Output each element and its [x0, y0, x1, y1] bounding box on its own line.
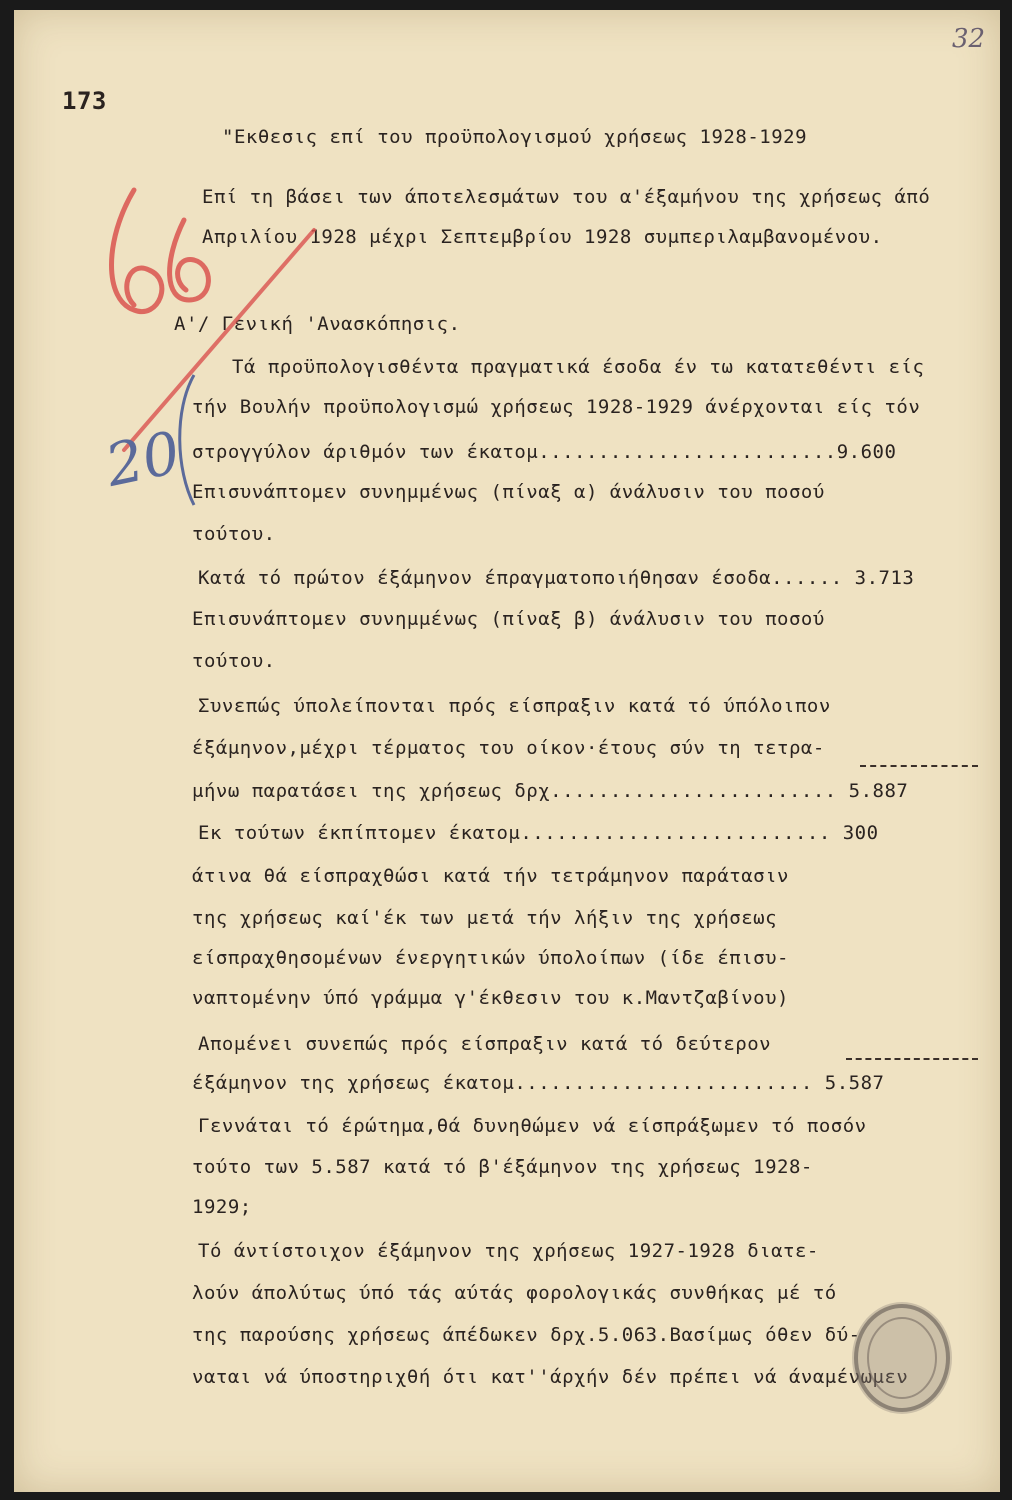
sum-rule-2 — [846, 1058, 978, 1060]
archive-stamp — [852, 1302, 952, 1414]
body-line-20: τούτο των 5.587 κατά τό β'έξάμηνον της χρήσεως 1928- — [192, 1156, 813, 1178]
document-title: "Εκθεσις επί του προϋπολογισμού χρήσεως 1928-1929 — [222, 126, 808, 148]
body-line-22: Τό άντίστοιχον έξάμηνον της χρήσεως 1927-1928 διατε- — [198, 1240, 819, 1262]
body-line-12: Εκ τούτων έκπίπτομεν έκατομ.......................... 300 — [198, 822, 879, 844]
body-line-8: τούτου. — [192, 650, 276, 672]
pencil-annotation: 20 — [99, 418, 187, 500]
body-line-6: Κατά τό πρώτον έξάμηνον έπραγματοποιήθησαν έσοδα...... 3.713 — [198, 567, 915, 589]
body-line-10: έξάμηνον,μέχρι τέρματος του οίκον·έτους σύν τη τετρα- — [192, 737, 825, 759]
body-line-4: Επισυνάπτομεν συνημμένως (πίναξ α) άνάλυσιν του ποσού — [192, 481, 825, 503]
body-line-2: τήν Βουλήν προϋπολογισμώ χρήσεως 1928-1929 άνέρχονται είς τόν — [192, 396, 921, 418]
body-line-15: είσπραχθησομένων ένεργητικών ύπολοίπων (ίδε έπισυ- — [192, 947, 789, 969]
body-line-17: Απομένει συνεπώς πρός είσπραξιν κατά τό δεύτερον — [198, 1033, 772, 1055]
body-line-7: Επισυνάπτομεν συνημμένως (πίναξ β) άνάλυσιν του ποσού — [192, 608, 825, 630]
body-line-19: Γεννάται τό έρώτημα,θά δυνηθώμεν νά είσπράξωμεν τό ποσόν — [198, 1115, 867, 1137]
body-line-18: έξάμηνον της χρήσεως έκατομ......................... 5.587 — [192, 1072, 885, 1094]
body-line-11: μήνω παρατάσει της χρήσεως δρχ........................ 5.887 — [192, 780, 909, 802]
body-line-21: 1929; — [192, 1196, 252, 1218]
section-heading: Α'/ Γενική 'Ανασκόπησις. — [174, 313, 461, 335]
body-line-23: λούν άπολύτως ύπό τάς αύτάς φορολογικάς συνθήκας μέ τό — [192, 1282, 837, 1304]
body-line-14: της χρήσεως καί'έκ των μετά τήν λήξιν της χρήσεως — [192, 907, 778, 929]
body-line-24: της παρούσης χρήσεως άπέδωκεν δρχ.5.063.Βασίμως όθεν δύ- — [192, 1324, 861, 1346]
body-line-5: τούτου. — [192, 523, 276, 545]
body-line-1: Τά προϋπολογισθέντα πραγματικά έσοδα έν τω κατατεθέντι είς — [232, 356, 925, 378]
sum-rule-1 — [860, 765, 978, 767]
intro-line-1: Επί τη βάσει των άποτελεσμάτων του α'έξαμήνου της χρήσεως άπό — [202, 186, 931, 208]
body-line-3: στρογγύλον άριθμόν των έκατομ.........................9.600 — [192, 441, 897, 463]
body-line-9: Συνεπώς ύπολείπονται πρός είσπραξιν κατά τό ύπόλοιπον — [198, 695, 831, 717]
body-line-25: ναται νά ύποστηριχθή ότι κατ''άρχήν δέν πρέπει νά άναμένωμεν — [192, 1366, 909, 1388]
document-page — [14, 10, 1000, 1492]
folio-number: 173 — [62, 87, 107, 115]
body-line-13: άτινα θά είσπραχθώσι κατά τήν τετράμηνον παράτασιν — [192, 865, 789, 887]
intro-line-2: Απριλίου 1928 μέχρι Σεπτεμβρίου 1928 συμπεριλαμβανομένου. — [202, 226, 883, 248]
body-line-16: ναπτομένην ύπό γράμμα γ'έκθεσιν του κ.Μαντζαβίνου) — [192, 987, 789, 1009]
page-number: 32 — [952, 24, 986, 54]
